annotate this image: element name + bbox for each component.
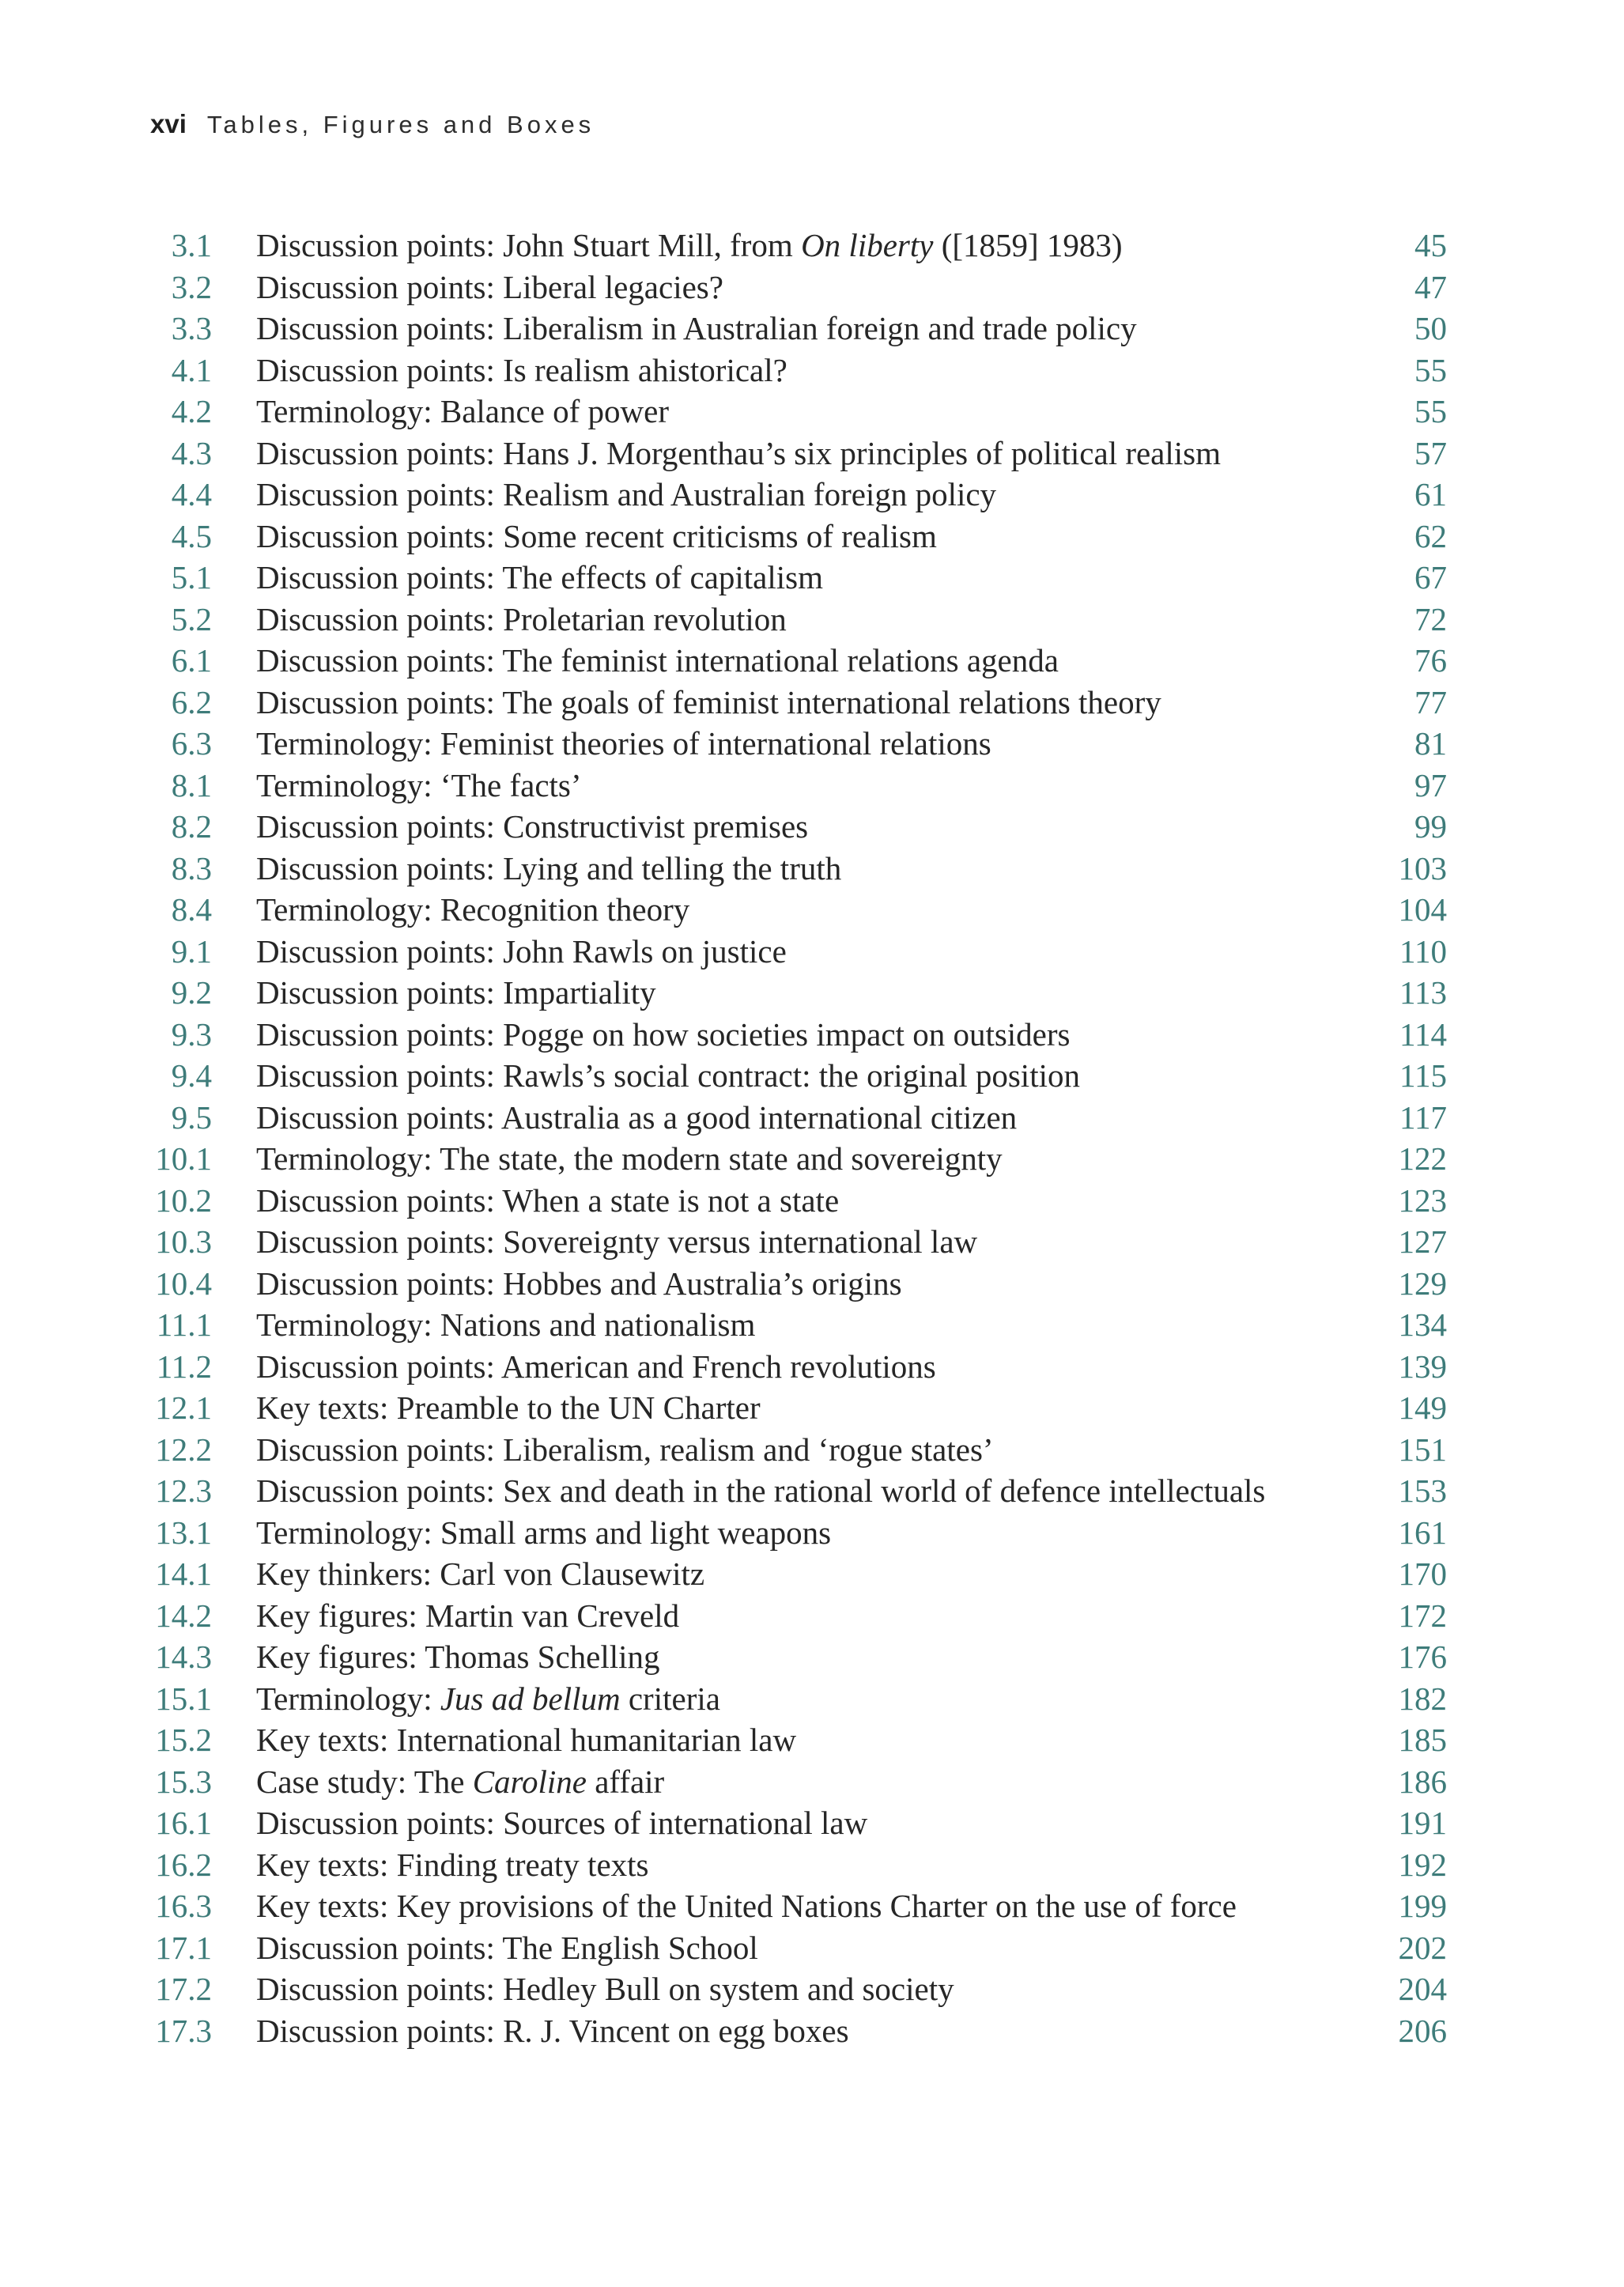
box-title-text: Key thinkers: Carl von Clausewitz [256, 1556, 705, 1592]
box-title [212, 308, 1335, 350]
box-number: 15.2 [155, 1722, 212, 1758]
box-title [212, 1968, 1335, 2010]
list-item [127, 765, 1447, 807]
box-number: 3.3 [171, 310, 212, 346]
list-item [127, 1180, 1447, 1222]
page-number: 81 [1414, 725, 1447, 762]
box-title-text: Terminology: Balance of power [256, 393, 669, 429]
box-number: 12.1 [155, 1389, 212, 1426]
box-title-text: Terminology: Recognition theory [256, 891, 690, 928]
page-number: 170 [1398, 1556, 1447, 1592]
list-item [127, 1553, 1447, 1595]
box-title-text: Discussion points: R. J. Vincent on egg boxes [256, 2012, 849, 2049]
box-title-text-after: criteria [620, 1680, 720, 1717]
box-title [212, 1346, 1335, 1388]
box-title [212, 723, 1335, 765]
box-title-text: Discussion points: Sex and death in the rational world of defence intellectuals [256, 1472, 1266, 1509]
list-item [127, 516, 1447, 558]
box-number: 13.1 [155, 1514, 212, 1551]
box-title [212, 1678, 1335, 1720]
box-title [212, 848, 1335, 890]
page-number: 134 [1398, 1306, 1447, 1343]
box-title-italic: Caroline [472, 1763, 587, 1800]
box-number: 6.3 [171, 725, 212, 762]
box-title-text: Discussion points: Liberalism, realism and ‘rogue states’ [256, 1431, 994, 1468]
page-number: 122 [1398, 1140, 1447, 1177]
box-title [212, 225, 1335, 267]
box-title [212, 765, 1335, 807]
box-title-text: Discussion points: Sources of international law [256, 1805, 868, 1841]
box-title [212, 1595, 1335, 1637]
box-title [212, 1802, 1335, 1844]
box-number: 9.5 [171, 1098, 212, 1136]
list-item [127, 1802, 1447, 1844]
box-title [212, 350, 1335, 391]
page-number: 77 [1414, 683, 1447, 720]
box-number: 4.3 [171, 434, 212, 471]
box-title-text: Discussion points: Constructivist premises [256, 808, 809, 845]
box-title [212, 1470, 1335, 1512]
page-number: 161 [1398, 1514, 1447, 1551]
box-number: 9.4 [171, 1057, 212, 1094]
list-item [127, 433, 1447, 474]
box-number: 6.1 [171, 642, 212, 679]
box-title [212, 1014, 1335, 1056]
box-number: 16.2 [155, 1846, 212, 1883]
box-number: 3.1 [171, 227, 212, 263]
list-item [127, 1761, 1447, 1803]
box-number: 4.5 [171, 517, 212, 554]
box-title [212, 1180, 1335, 1222]
box-title-text: Discussion points: Australia as a good international citizen [256, 1098, 1018, 1136]
box-number: 9.3 [171, 1015, 212, 1053]
box-title-text: Terminology: [256, 1680, 440, 1717]
box-number: 4.4 [171, 476, 212, 512]
boxes-list [127, 225, 1447, 2051]
list-item [127, 1387, 1447, 1429]
box-title [212, 889, 1335, 931]
list-item [127, 1636, 1447, 1678]
box-title-text: Discussion points: Proletarian revolution [256, 600, 787, 637]
box-number: 17.3 [155, 2012, 212, 2049]
box-title-text: Discussion points: The English School [256, 1929, 758, 1966]
list-item [127, 1844, 1447, 1886]
box-title [212, 1055, 1335, 1097]
list-item [127, 889, 1447, 931]
box-title-text: Discussion points: John Rawls on justice [256, 932, 787, 970]
box-title-text: Discussion points: Rawls’s social contract: the original position [256, 1057, 1080, 1094]
box-title-text: Discussion points: Pogge on how societies impact on outsiders [256, 1015, 1071, 1053]
box-title [212, 1097, 1335, 1139]
box-title [212, 1927, 1335, 1969]
box-title [212, 1719, 1335, 1761]
box-title [212, 640, 1335, 682]
list-item [127, 1719, 1447, 1761]
box-number: 12.3 [155, 1472, 212, 1509]
list-item [127, 474, 1447, 516]
page-number: 182 [1398, 1680, 1447, 1717]
list-item [127, 1595, 1447, 1637]
page-number: 103 [1398, 849, 1447, 886]
page-number: 72 [1414, 600, 1447, 637]
box-number: 5.1 [171, 559, 212, 595]
list-item [127, 1429, 1447, 1471]
box-title-text: Terminology: Small arms and light weapons [256, 1514, 832, 1551]
box-number: 17.2 [155, 1971, 212, 2007]
page-number: 186 [1398, 1763, 1447, 1800]
box-title-text: Terminology: The state, the modern state and sovereignty [256, 1140, 1003, 1177]
box-title [212, 1429, 1335, 1471]
box-title-text: Discussion points: Liberal legacies? [256, 268, 723, 305]
page-number: 62 [1414, 517, 1447, 554]
box-number: 14.1 [155, 1556, 212, 1592]
list-item [127, 1678, 1447, 1720]
list-item [127, 1138, 1447, 1180]
page-number: 199 [1398, 1888, 1447, 1924]
box-title-text: Discussion points: John Stuart Mill, from [256, 227, 802, 263]
box-number: 6.2 [171, 683, 212, 720]
running-head-title: Tables, Figures and Boxes [206, 111, 595, 138]
box-title-text: Discussion points: The effects of capitalism [256, 559, 823, 595]
box-number: 14.3 [155, 1639, 212, 1675]
list-item [127, 350, 1447, 391]
box-number: 16.3 [155, 1888, 212, 1924]
page-number: 192 [1398, 1846, 1447, 1883]
box-title-text: Discussion points: Liberalism in Australian foreign and trade policy [256, 310, 1137, 346]
list-item [127, 723, 1447, 765]
box-title-text: Discussion points: The feminist international relations agenda [256, 642, 1059, 679]
page-number: 104 [1398, 891, 1447, 928]
box-title-text: Key texts: Key provisions of the United Nations Charter on the use of force [256, 1888, 1237, 1924]
box-title-text: Key figures: Thomas Schelling [256, 1639, 660, 1675]
box-title [212, 1512, 1335, 1554]
page-number: 99 [1414, 808, 1447, 845]
box-number: 15.1 [155, 1680, 212, 1717]
list-item [127, 806, 1447, 848]
box-title-text: Case study: The [256, 1763, 473, 1800]
box-number: 14.2 [155, 1597, 212, 1634]
page-number: 151 [1398, 1431, 1447, 1468]
box-title [212, 682, 1335, 724]
list-item [127, 1968, 1447, 2010]
list-item [127, 1885, 1447, 1927]
box-number: 9.1 [171, 932, 212, 970]
box-number: 5.2 [171, 600, 212, 637]
box-title [212, 806, 1335, 848]
box-title-text: Discussion points: Hedley Bull on system and society [256, 1971, 954, 2007]
box-number: 11.1 [156, 1306, 212, 1343]
box-title-text: Key figures: Martin van Creveld [256, 1597, 680, 1634]
box-title-text: Discussion points: When a state is not a state [256, 1181, 840, 1219]
box-title-text: Discussion points: The goals of feminist international relations theory [256, 683, 1161, 720]
box-title-text: Discussion points: Is realism ahistorical? [256, 351, 787, 388]
page-number: 113 [1399, 974, 1447, 1011]
box-title-text-after: ([1859] 1983) [933, 227, 1123, 263]
box-title [212, 267, 1335, 308]
list-item [127, 682, 1447, 724]
box-title-italic: Jus ad bellum [440, 1680, 621, 1717]
list-item [127, 391, 1447, 433]
box-title-text: Discussion points: Realism and Australian foreign policy [256, 476, 997, 512]
page-number: 191 [1398, 1805, 1447, 1841]
page-number: 204 [1398, 1971, 1447, 2007]
page-number: 139 [1398, 1348, 1447, 1385]
page-number: 114 [1399, 1015, 1447, 1053]
box-title-text: Discussion points: Impartiality [256, 974, 656, 1011]
box-title [212, 433, 1335, 474]
box-title [212, 1844, 1335, 1886]
box-number: 15.3 [155, 1763, 212, 1800]
box-title [212, 972, 1335, 1014]
list-item [127, 1470, 1447, 1512]
list-item [127, 640, 1447, 682]
page-number: 202 [1398, 1929, 1447, 1966]
page-number: 110 [1399, 932, 1447, 970]
list-item [127, 1512, 1447, 1554]
page-number: 45 [1414, 227, 1447, 263]
page-number: 153 [1398, 1472, 1447, 1509]
box-title [212, 1304, 1335, 1346]
box-title [212, 474, 1335, 516]
box-title-text: Discussion points: Hobbes and Australia’s origins [256, 1264, 902, 1302]
page-number: 76 [1414, 642, 1447, 679]
box-title-text: Discussion points: American and French revolutions [256, 1348, 936, 1385]
box-number: 16.1 [155, 1805, 212, 1841]
box-number: 10.2 [155, 1181, 212, 1219]
page-number: 57 [1414, 434, 1447, 471]
page-number: 129 [1398, 1264, 1447, 1302]
list-item [127, 1263, 1447, 1305]
list-item [127, 848, 1447, 890]
box-number: 8.2 [171, 808, 212, 845]
box-title-text: Terminology: Feminist theories of international relations [256, 725, 991, 762]
box-number: 4.1 [171, 351, 212, 388]
page-number: 61 [1414, 476, 1447, 512]
page-number: 206 [1398, 2012, 1447, 2049]
box-number: 10.1 [155, 1140, 212, 1177]
box-title-text: Key texts: Finding treaty texts [256, 1846, 649, 1883]
box-number: 11.2 [156, 1348, 212, 1385]
box-title-text: Discussion points: Sovereignty versus international law [256, 1223, 978, 1260]
page-number: 176 [1398, 1639, 1447, 1675]
list-item [127, 1304, 1447, 1346]
page-folio: xvi [150, 109, 187, 138]
page-number: 123 [1398, 1181, 1447, 1219]
box-title [212, 1885, 1335, 1927]
box-title [212, 599, 1335, 641]
page-number: 50 [1414, 310, 1447, 346]
box-title [212, 391, 1335, 433]
box-title-text: Key texts: Preamble to the UN Charter [256, 1389, 761, 1426]
box-title-text-after: affair [586, 1763, 665, 1800]
page-number: 127 [1398, 1223, 1447, 1260]
list-item [127, 1927, 1447, 1969]
box-title-text: Discussion points: Hans J. Morgenthau’s six principles of political realism [256, 434, 1222, 471]
list-item [127, 225, 1447, 267]
page-number: 47 [1414, 268, 1447, 305]
running-header [150, 109, 595, 144]
box-title [212, 516, 1335, 558]
list-item [127, 972, 1447, 1014]
box-title [212, 931, 1335, 973]
list-item [127, 1055, 1447, 1097]
box-number: 8.3 [171, 849, 212, 886]
page-number: 55 [1414, 393, 1447, 429]
box-title [212, 1138, 1335, 1180]
list-item [127, 1221, 1447, 1263]
box-title [212, 1553, 1335, 1595]
list-item [127, 267, 1447, 308]
box-number: 10.4 [155, 1264, 212, 1302]
box-title-text: Discussion points: Lying and telling the truth [256, 849, 842, 886]
box-title [212, 1221, 1335, 1263]
list-item [127, 308, 1447, 350]
list-item [127, 1097, 1447, 1139]
box-title-text: Terminology: ‘The facts’ [256, 766, 582, 803]
box-title [212, 2010, 1335, 2052]
page-number: 185 [1398, 1722, 1447, 1758]
box-title [212, 1761, 1335, 1803]
box-title [212, 1387, 1335, 1429]
box-number: 8.4 [171, 891, 212, 928]
list-item [127, 2010, 1447, 2052]
box-number: 3.2 [171, 268, 212, 305]
box-number: 4.2 [171, 393, 212, 429]
list-item [127, 557, 1447, 599]
box-number: 8.1 [171, 766, 212, 803]
box-title [212, 1263, 1335, 1305]
page-number: 97 [1414, 766, 1447, 803]
list-item [127, 599, 1447, 641]
box-number: 12.2 [155, 1431, 212, 1468]
box-title-text: Terminology: Nations and nationalism [256, 1306, 756, 1343]
page-number: 115 [1399, 1057, 1447, 1094]
page-number: 67 [1414, 559, 1447, 595]
box-title [212, 557, 1335, 599]
box-number: 17.1 [155, 1929, 212, 1966]
box-number: 10.3 [155, 1223, 212, 1260]
page-number: 149 [1398, 1389, 1447, 1426]
box-title-text: Discussion points: Some recent criticisms of realism [256, 517, 937, 554]
box-title-text: Key texts: International humanitarian law [256, 1722, 797, 1758]
list-item [127, 931, 1447, 973]
list-item [127, 1014, 1447, 1056]
page-number: 172 [1398, 1597, 1447, 1634]
box-number: 9.2 [171, 974, 212, 1011]
page-number: 117 [1399, 1098, 1447, 1136]
page-number: 55 [1414, 351, 1447, 388]
box-title [212, 1636, 1335, 1678]
box-title-italic: On liberty [801, 227, 934, 263]
list-item [127, 1346, 1447, 1388]
